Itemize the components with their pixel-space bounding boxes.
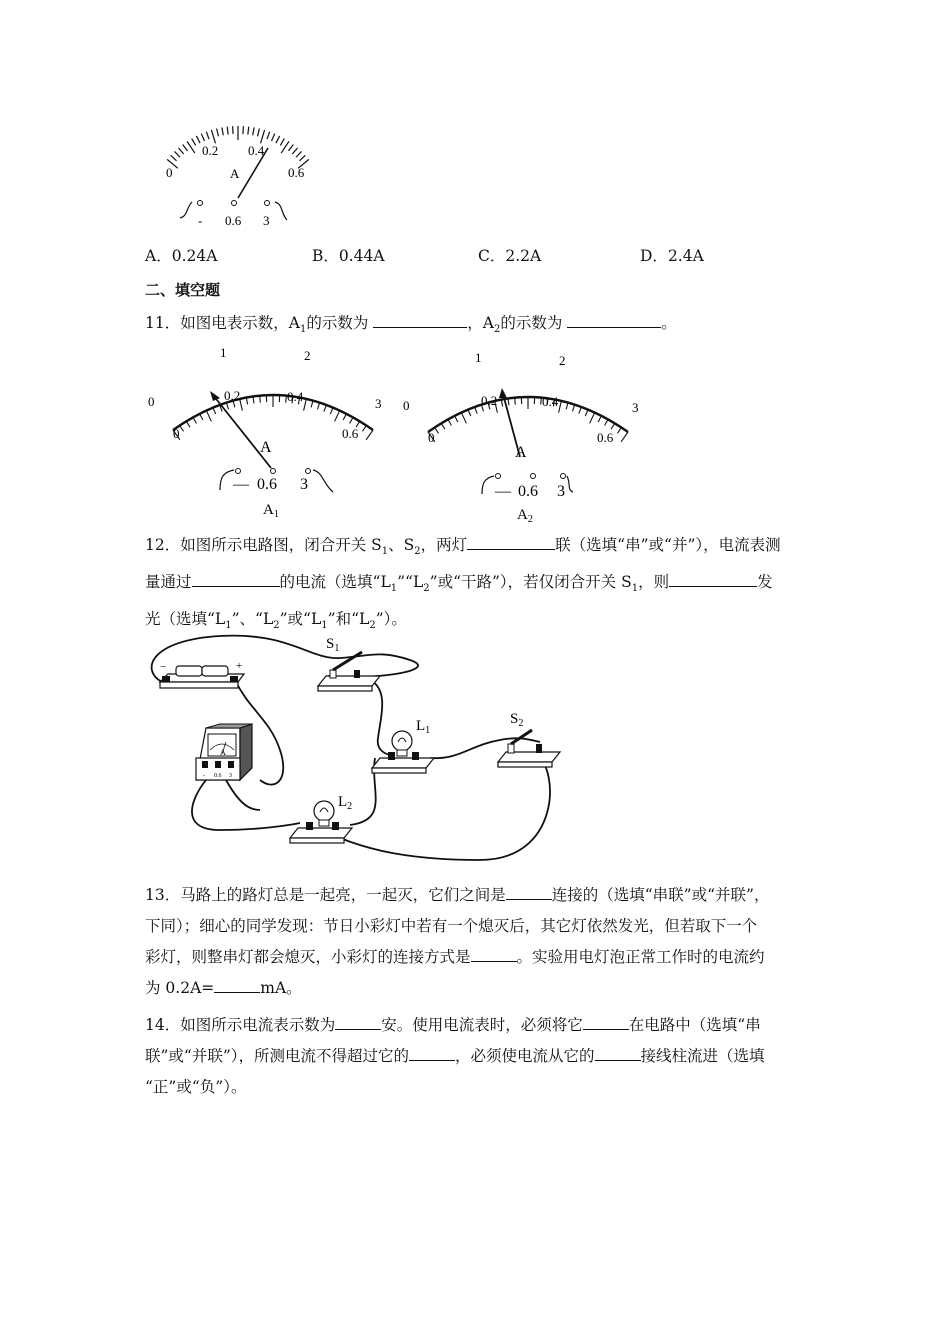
option-value: 0.44A [338,247,385,265]
terminal-label-neg: — [495,483,511,500]
scale-tick [267,132,270,140]
scale-tick [559,401,562,413]
q10-terminal-neg [198,201,203,206]
battery-minus-label: − [160,661,167,673]
scale-tick [292,148,297,154]
q12-sub: 1 [390,583,398,595]
switch-s1 [318,636,380,691]
scale-tick [475,407,477,414]
q13-seg: 马路上的路灯总是一起亮，一起灭，它们之间是 [180,886,506,904]
scale-tick [350,417,353,423]
q12-answer-blank-3[interactable] [669,570,757,587]
option-letter: C． [478,247,506,265]
scale-tick [324,405,326,412]
q12-seg: ”、“L [231,610,274,629]
terminal-06 [531,474,536,479]
scale-tick [248,127,249,135]
q10-option-d[interactable] [640,245,704,267]
ammeter-unit-label: A [220,748,226,757]
top-tick-0: 0 [403,398,410,413]
q12-seg: 联（选填“串”或“并”），电流表测 [555,536,781,554]
ammeter [196,724,252,780]
q13-seg: 连接的（选填“串联”或“并联”， [551,886,770,904]
q12-text [145,530,810,641]
scale-tick [296,151,302,157]
needle [213,395,271,468]
q11-ammeter-a1 [140,340,390,525]
q12-sub: 1 [631,583,639,595]
q14-line-3: “正”或“负”）。 [145,1078,247,1096]
q11-text-5: 。 [661,314,677,332]
ammeter-term-06: 0.6 [214,773,222,779]
scale-tick [206,411,211,422]
scale-tick [222,127,223,135]
scale-tick [260,396,261,403]
q12-seg: ”“L [397,573,424,592]
bottom-tick-06: 0.6 [597,430,614,445]
q12-seg: 量通过 [145,573,192,592]
option-letter: A． [145,247,172,265]
q14-text [145,1010,810,1103]
lamp-l1 [372,718,434,773]
q12-seg: 、S [388,536,415,554]
scale-tick [178,148,183,154]
terminal-3 [561,474,566,479]
scale-tick [461,413,466,424]
scale-tick [174,151,180,157]
q12-seg: ”和“L [327,610,370,629]
scale-tick [171,155,177,160]
q13-seg: mA。 [260,979,302,997]
scale-tick [311,401,313,408]
bottom-tick-02: 0.2 [481,393,498,408]
q12-sub: 1 [225,620,232,632]
q14-seg: 接线柱流进（选填 [640,1047,765,1065]
q10-tick-0.4: 0.4 [248,143,265,158]
scale-tick [213,408,216,414]
terminal-3 [306,469,311,474]
q13-line-3 [145,942,810,973]
q14-seg: 如图所示电流表示数为 [180,1016,336,1034]
q11-answer-blank-1[interactable] [373,311,467,328]
lamp-l2 [290,794,352,843]
bottom-tick-06: 0.6 [342,426,359,441]
q14-seg: 在电路中（选填“串 [628,1016,761,1034]
scale-tick [227,127,228,135]
scale-tick [330,408,333,414]
option-value: 0.24A [171,247,218,265]
scale-tick [590,413,595,424]
terminal-label-3: 3 [300,476,308,493]
q10-wire-right [275,202,287,220]
q11-answer-blank-2[interactable] [567,311,661,328]
q11-text-4: 的示数为 [500,314,563,332]
scale-tick [200,414,203,420]
q12-seg: ，两灯 [420,536,468,554]
q14-answer-blank-4[interactable] [595,1044,641,1061]
scale-tick [611,423,615,429]
scale-tick [280,139,284,146]
top-tick-1: 1 [475,350,482,365]
meter-name-a2: $A_2$ [517,507,533,525]
top-tick-1: 1 [220,345,227,360]
scale-tick [289,144,294,150]
bottom-tick-04: 0.4 [542,394,559,409]
terminal-label-06: 0.6 [257,476,277,493]
q10-terminal-06 [232,201,237,206]
q10-terminal-3 [265,201,270,206]
scale-tick [183,144,188,150]
ammeter-term-neg: - [203,773,205,779]
q10-tick-0: 0 [166,165,173,180]
q14-seg: 安。使用电流表时，必须将它 [381,1016,583,1034]
bottom-tick-0: 0 [428,430,435,445]
switch-s2-label: $S_2$ [510,711,524,729]
q12-seg: ”或“干路”），若仅闭合开关 S [429,573,632,592]
q12-circuit-figure [140,630,580,865]
scale-tick [180,425,184,431]
q12-answer-blank-1[interactable] [467,533,555,550]
terminal-06 [271,469,276,474]
scale-tick [363,425,367,431]
q11-number: 11． [145,314,181,332]
scale-tick [572,405,574,412]
q13-seg: 彩灯，则整串灯都会熄灭，小彩灯的连接方式是 [145,948,471,966]
q13-seg: 为 0.2A= [145,979,215,997]
q12-answer-blank-2[interactable] [192,570,280,587]
q11-sub-2: 2 [493,324,501,336]
q13-answer-blank-1[interactable] [506,883,552,900]
q12-sub: 1 [321,620,328,632]
q14-seg: ，必须使电流从它的 [455,1047,595,1065]
top-tick-3: 3 [632,400,639,415]
unit-label: A [260,439,272,456]
scale-tick [201,134,204,141]
scale-tick [226,403,228,410]
scale-tick [515,398,516,405]
scale-tick [186,421,190,427]
section-title: 二、填空题 [145,281,221,299]
unit-label: A [515,444,527,461]
q12-sub: 1 [381,546,389,558]
wire-right [567,476,573,492]
scale-tick [272,134,275,141]
q12-sub: 2 [414,546,421,558]
lamp-l2-label: $L_2$ [338,794,353,812]
scale-tick [455,416,458,422]
wire-left [482,476,494,494]
q12-sub: 2 [369,620,376,632]
top-tick-3: 3 [375,396,382,411]
scale-tick [193,417,196,423]
q12-seg: ”或“L [279,610,322,629]
wire-right [313,470,333,492]
scale-tick [253,127,254,135]
bottom-tick-02: 0.2 [224,388,241,403]
terminal-label-3: 3 [557,483,565,500]
q11-text-2: 的示数为 [306,314,369,332]
q10-option-c[interactable] [478,245,541,267]
q12-line-1 [145,530,810,567]
option-letter: B． [312,247,339,265]
q13-line-2: 下同）；细心的同学发现：节日小彩灯中若有一个熄灭后，其它灯依然发光，但若取下一个 [145,917,758,935]
q12-seg: 如图所示电路图，闭合开关 S [180,536,382,554]
scale-tick [585,410,588,416]
q12-number: 12． [145,536,181,554]
q13-answer-blank-3[interactable] [214,976,260,993]
q10-terminal-label-06: 0.6 [225,213,242,228]
scale-tick [304,399,307,411]
q14-answer-blank-2[interactable] [583,1013,629,1030]
scale-tick [605,419,608,425]
terminal-label-06: 0.6 [518,483,538,500]
scale-tick [299,155,305,160]
q11-text [145,311,677,341]
q10-terminal-label-neg: - [198,213,203,228]
q13-seg: 。实验用电灯泡正常工作时的电流约 [516,948,765,966]
scale-tick [435,427,439,433]
q14-answer-blank-3[interactable] [409,1044,455,1061]
scale-tick [317,403,319,410]
scale-tick [335,411,340,422]
q12-sub: 2 [273,620,280,632]
scale-tick [468,410,471,416]
scale-tick [618,427,622,433]
needle-tip [499,388,507,398]
terminal-neg [496,474,501,479]
needle-tip [210,391,220,401]
q13-answer-blank-2[interactable] [471,945,517,962]
scale-tick [598,416,601,422]
q13-line-4 [145,973,810,1004]
option-letter: D． [640,247,668,265]
terminal-neg [236,469,241,474]
q14-answer-blank-1[interactable] [335,1013,381,1030]
scale-tick [196,136,200,143]
q13-line-1 [145,880,810,911]
scale-tick [261,130,265,143]
q11-ammeter-a2 [395,342,645,527]
q10-ammeter-figure [140,110,340,235]
q10-wire-left [180,202,192,218]
battery-plus-label: + [236,660,243,672]
q10-terminal-label-3: 3 [263,213,270,228]
terminal-label-neg: — [233,476,249,493]
q11-text-3: ，A [467,314,494,332]
scale-tick [217,129,219,137]
q14-line-2 [145,1041,810,1072]
scale-tick [258,129,260,137]
scale-tick [366,430,373,440]
scale-tick [276,136,280,143]
q12-seg: 光（选填“L [145,610,226,629]
q14-line-1 [145,1010,810,1041]
top-tick-0: 0 [148,394,155,409]
meter-name-a1: $A_1$ [263,502,279,520]
q12-seg: 发 [757,573,773,592]
q13-text [145,880,810,1004]
q10-unit-label: A [230,166,240,181]
scale-tick [343,414,346,420]
scale-tick [192,139,196,146]
q13-number: 13． [145,886,181,904]
scale-tick [211,130,215,143]
top-tick-2: 2 [304,348,311,363]
q14-seg: 联”或“并联”），所测电流不得超过它的 [145,1047,410,1065]
battery [160,660,244,688]
q11-sub-1: 1 [299,324,307,336]
scale-tick [579,407,581,414]
lamp-l1-label: $L_1$ [416,718,431,736]
scale-tick [621,432,628,442]
q10-option-a[interactable] [145,245,217,267]
option-value: 2.2A [505,247,542,265]
top-tick-2: 2 [559,353,566,368]
q12-line-2 [145,567,810,604]
q10-tick-0.6: 0.6 [288,165,305,180]
q12-seg: ，则 [638,573,670,592]
q10-scale-ticks [167,126,309,168]
scale-tick [448,419,451,425]
q11-text-1: 如图电表示数，A [180,314,300,332]
q14-number: 14． [145,1016,181,1034]
switch-s1-label: $S_1$ [326,636,340,654]
scale-tick [206,132,209,140]
ammeter-term-3: 3 [229,773,232,779]
scale-tick [566,403,568,410]
option-value: 2.4A [667,247,704,265]
bottom-tick-04: 0.4 [287,389,304,404]
q12-seg: 的电流（选填“L [279,573,391,592]
q12-seg: ”）。 [375,610,407,629]
q12-sub: 2 [423,583,430,595]
scale-tick [441,423,445,429]
bottom-tick-0: 0 [173,426,180,441]
q10-option-b[interactable] [312,245,385,267]
wire-left [220,470,234,490]
q10-tick-0.2: 0.2 [202,143,219,158]
